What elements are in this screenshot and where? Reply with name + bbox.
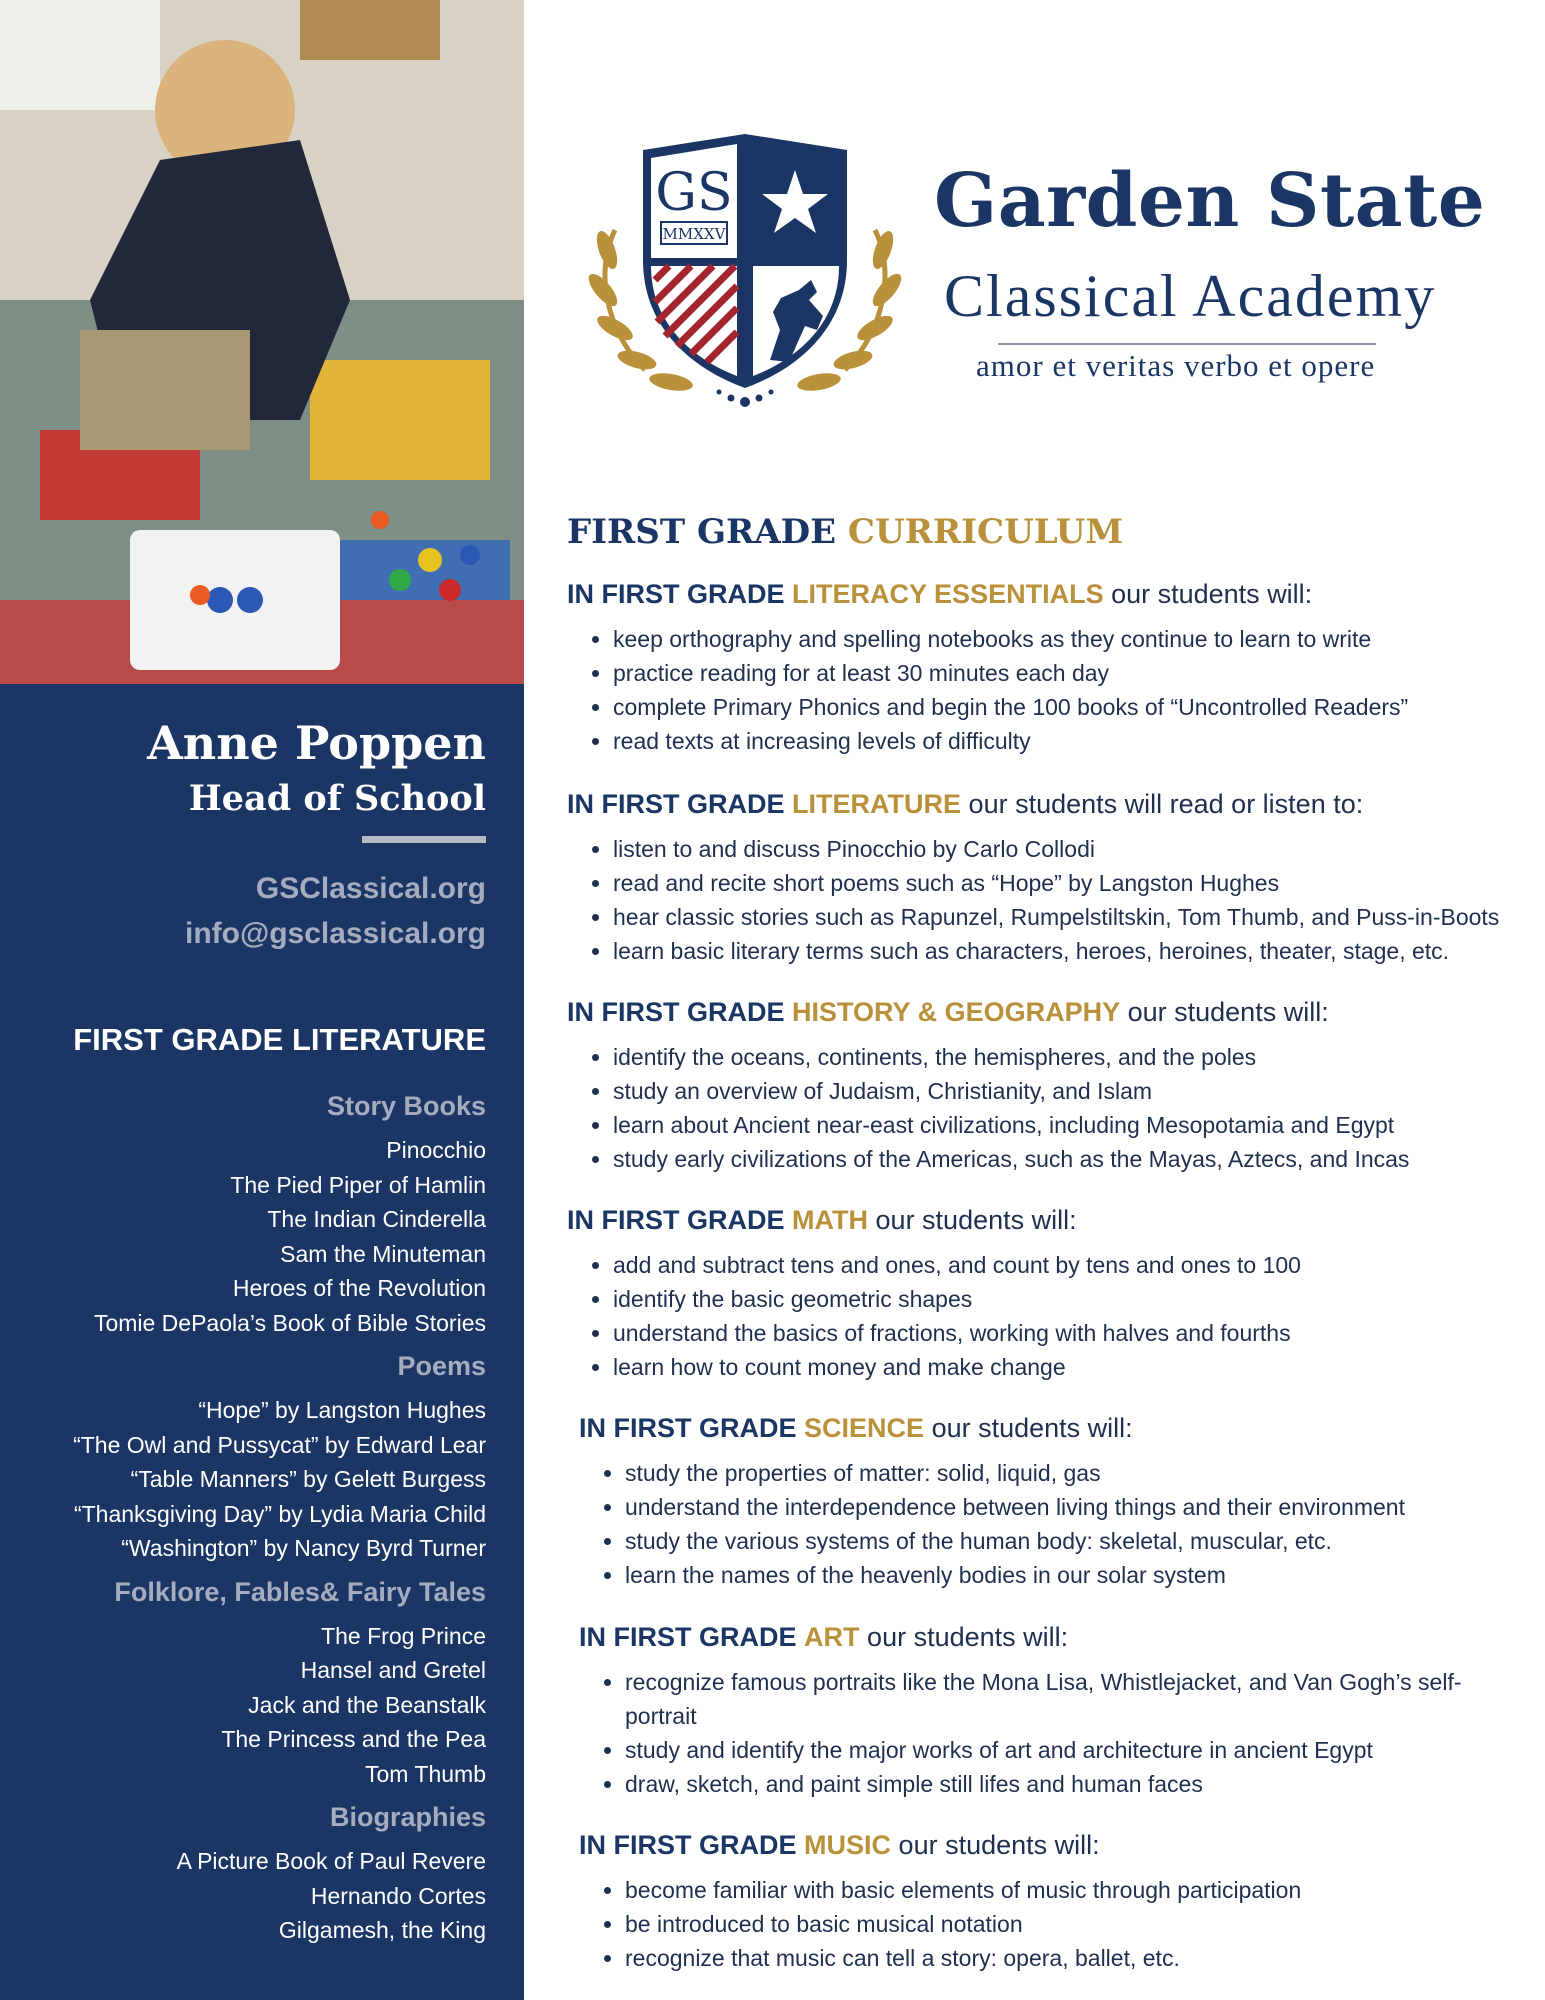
bullet-list — [579, 1873, 1301, 1975]
list-item: Hernando Cortes — [310, 1882, 486, 1909]
literature-section-poems — [6, 1348, 486, 1566]
head-of-school-name: Anne Poppen — [147, 716, 486, 770]
curriculum-block-science — [579, 1410, 1405, 1592]
svg-text:GS: GS — [655, 163, 733, 223]
student-photo — [0, 0, 524, 684]
list-item: • recognize that music can tell a story: opera, ballet, etc. — [625, 1941, 1301, 1975]
bullet-list — [579, 1665, 1499, 1801]
bullet-list — [567, 1040, 1409, 1176]
curriculum-block-history-geography — [567, 994, 1409, 1176]
block-subject: MUSIC — [804, 1830, 892, 1860]
list-item: • identify the basic geometric shapes — [613, 1282, 1301, 1316]
head-of-school-title: Head of School — [188, 778, 486, 819]
literature-heading: FIRST GRADE LITERATURE — [73, 1022, 486, 1057]
literature-list — [6, 1088, 486, 1956]
list-item: • keep orthography and spelling notebooks as they continue to learn to write — [613, 622, 1408, 656]
list-item: • become familiar with basic elements of music through participation — [625, 1873, 1301, 1907]
list-item: The Princess and the Pea — [221, 1726, 486, 1752]
website-link[interactable]: GSClassical.org — [255, 872, 486, 905]
block-tail: our students will: — [1111, 579, 1313, 609]
block-tail: our students will: — [1127, 997, 1329, 1027]
list-item: • read and recite short poems such as “Hope” by Langston Hughes — [613, 866, 1499, 900]
email-link[interactable]: info@gsclassical.org — [184, 917, 486, 950]
divider — [998, 343, 1376, 345]
block-heading — [579, 1410, 1405, 1446]
school-motto: amor et veritas verbo et opere — [976, 348, 1376, 383]
list-item: • hear classic stories such as Rapunzel, Rumpelstiltskin, Tom Thumb, and Puss-in-Boots — [613, 900, 1499, 934]
section-title: Folklore, Fables& Fairy Tales — [114, 1576, 486, 1607]
block-heading — [579, 1619, 1499, 1655]
list-item: • study early civilizations of the Americas, such as the Mayas, Aztecs, and Incas — [613, 1142, 1409, 1176]
block-tail: our students will: — [898, 1830, 1100, 1860]
list-item: • practice reading for at least 30 minutes each day — [613, 656, 1408, 690]
list-item: The Frog Prince — [321, 1622, 486, 1649]
bullet-list — [567, 1248, 1301, 1384]
list-item: A Picture Book of Paul Revere — [176, 1848, 486, 1874]
list-item: • learn about Ancient near-east civilizations, including Mesopotamia and Egypt — [613, 1108, 1409, 1142]
list-item: Jack and the Beanstalk — [248, 1691, 486, 1718]
block-tail: our students will read or listen to: — [968, 789, 1364, 819]
list-item: “Washington” by Nancy Byrd Turner — [121, 1535, 486, 1561]
list-item: • recognize famous portraits like the Mona Lisa, Whistlejacket, and Van Gogh’s self-portrait — [625, 1665, 1499, 1733]
svg-text:MMXXV: MMXXV — [662, 225, 726, 243]
block-subject: HISTORY & GEOGRAPHY — [792, 997, 1121, 1027]
curriculum-title-part2: CURRICULUM — [847, 512, 1124, 552]
block-lead: IN FIRST GRADE — [579, 1830, 797, 1860]
literature-section-biographies — [6, 1799, 486, 1948]
curriculum-block-math — [567, 1202, 1301, 1384]
block-lead: IN FIRST GRADE — [567, 1205, 785, 1235]
list-item: • listen to and discuss Pinocchio by Carlo Collodi — [613, 832, 1499, 866]
list-item: The Pied Piper of Hamlin — [230, 1171, 486, 1198]
curriculum-title-part1: FIRST GRADE — [567, 512, 837, 552]
list-item: • identify the oceans, continents, the hemispheres, and the poles — [613, 1040, 1409, 1074]
block-lead: IN FIRST GRADE — [567, 789, 785, 819]
list-item: “Table Manners” by Gelett Burgess — [130, 1466, 486, 1492]
list-item: Hansel and Gretel — [300, 1657, 486, 1683]
section-title: Biographies — [329, 1802, 486, 1832]
list-item: Tom Thumb — [364, 1760, 486, 1787]
literature-section-folklore — [6, 1574, 486, 1792]
block-tail: our students will: — [931, 1413, 1133, 1443]
block-subject: MATH — [792, 1205, 869, 1235]
section-title: Story Books — [326, 1091, 486, 1121]
list-item: Sam the Minuteman — [280, 1240, 486, 1267]
block-subject: LITERACY ESSENTIALS — [792, 579, 1104, 609]
bullet-list — [567, 622, 1408, 758]
list-item: • draw, sketch, and paint simple still lifes and human faces — [625, 1767, 1499, 1801]
school-name-line1: Garden State — [934, 158, 1486, 244]
block-subject: LITERATURE — [792, 789, 962, 819]
classroom-photo-illustration — [0, 0, 524, 684]
list-item: • understand the basics of fractions, working with halves and fourths — [613, 1316, 1301, 1350]
list-item: • study an overview of Judaism, Christianity, and Islam — [613, 1074, 1409, 1108]
block-lead: IN FIRST GRADE — [567, 579, 785, 609]
list-item: “The Owl and Pussycat” by Edward Lear — [73, 1431, 486, 1458]
list-item: • complete Primary Phonics and begin the 100 books of “Uncontrolled Readers” — [613, 690, 1408, 724]
block-subject: ART — [804, 1622, 860, 1652]
block-lead: IN FIRST GRADE — [579, 1413, 797, 1443]
list-item: Tomie DePaola’s Book of Bible Stories — [93, 1309, 486, 1336]
block-subject: SCIENCE — [804, 1413, 925, 1443]
list-item: “Thanksgiving Day” by Lydia Maria Child — [73, 1500, 486, 1527]
left-sidebar — [0, 0, 524, 2000]
divider — [362, 836, 486, 843]
curriculum-block-literature — [567, 786, 1499, 968]
bullet-list — [567, 832, 1499, 968]
list-item: • study the various systems of the human body: skeletal, muscular, etc. — [625, 1524, 1405, 1558]
list-item: • learn the names of the heavenly bodies in our solar system — [625, 1558, 1405, 1592]
list-item: • add and subtract tens and ones, and count by tens and ones to 100 — [613, 1248, 1301, 1282]
block-lead: IN FIRST GRADE — [567, 997, 785, 1027]
list-item: • study the properties of matter: solid, liquid, gas — [625, 1456, 1405, 1490]
block-tail: our students will: — [875, 1205, 1077, 1235]
list-item: Heroes of the Revolution — [232, 1275, 486, 1301]
literature-section-story-books — [6, 1088, 486, 1340]
list-item: • read texts at increasing levels of difficulty — [613, 724, 1408, 758]
block-heading — [579, 1827, 1301, 1863]
block-heading — [567, 786, 1499, 822]
curriculum-block-music — [579, 1827, 1301, 1975]
list-item: The Indian Cinderella — [267, 1206, 486, 1232]
block-lead: IN FIRST GRADE — [579, 1622, 797, 1652]
block-heading — [567, 994, 1409, 1030]
list-item: Pinocchio — [386, 1137, 486, 1163]
section-title: Poems — [397, 1351, 486, 1381]
list-item: • learn how to count money and make change — [613, 1350, 1301, 1384]
curriculum-title — [567, 512, 1123, 552]
list-item: • be introduced to basic musical notation — [625, 1907, 1301, 1941]
curriculum-block-art — [579, 1619, 1499, 1801]
block-heading — [567, 1202, 1301, 1238]
list-item: Gilgamesh, the King — [278, 1917, 486, 1943]
list-item: • study and identify the major works of art and architecture in ancient Egypt — [625, 1733, 1499, 1767]
list-item: “Hope” by Langston Hughes — [198, 1397, 486, 1423]
curriculum-block-literacy — [567, 576, 1408, 758]
block-tail: our students will: — [867, 1622, 1069, 1652]
bullet-list — [579, 1456, 1405, 1592]
school-name-line2: Classical Academy — [944, 263, 1437, 329]
list-item: • understand the interdependence between living things and their environment — [625, 1490, 1405, 1524]
list-item: • learn basic literary terms such as characters, heroes, heroines, theater, stage, etc. — [613, 934, 1499, 968]
school-crest-logo — [585, 130, 905, 415]
block-heading — [567, 576, 1408, 612]
